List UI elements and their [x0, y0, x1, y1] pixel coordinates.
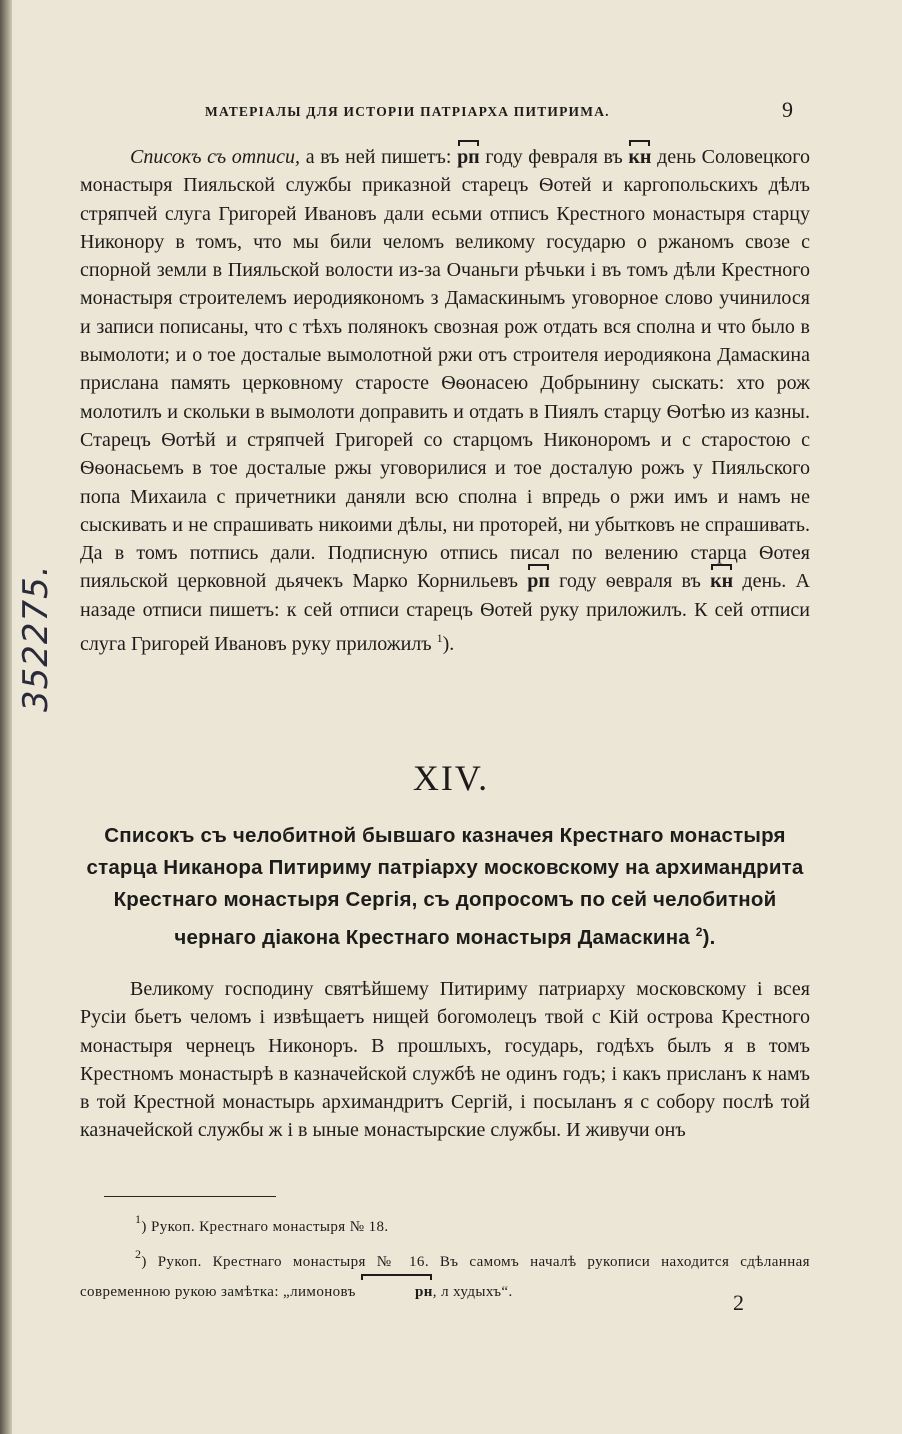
running-title: МАТЕРІАЛЫ ДЛЯ ИСТОРІИ ПАТРІАРХА ПИТИРИМА. [205, 104, 610, 119]
footnote-ref: 2 [695, 925, 703, 939]
paragraph-lead: Списокъ съ отписи, [130, 146, 301, 168]
page-number: 9 [782, 97, 793, 122]
footnote-ref: 1 [436, 631, 443, 646]
section-title: Списокъ съ челобитной бывшаго казначея Крестнаго монастыря старца Никанора Питириму патріарху московскому на архимандрита Крестнаго монастыря Сергія, съ допросомъ по сей челобитной чернаго діакона Крестнаго монастыря Дамаскина $^2$). [86, 824, 804, 949]
day-numeral: кн [710, 567, 733, 595]
section-number: XIV. [412, 758, 490, 798]
footnote-2: $^2$) Рукоп. Крестнаго монастыря № 16. Въ самомъ началѣ рукописи находится сдѣланная современною рукою замѣтка: „лимоновъ рн, л худыхъ“. [80, 1239, 810, 1307]
paragraph-petition: Великому господину святѣйшему Питириму патриарху московскому і всея Русіи бьетъ челомъ і извѣщаетъ нищей богомолецъ твой с Кій острова Крестного монастыря чернецъ Никоноръ. В прошлыхъ, государь, годѣхъ былъ я в томъ Крестномъ монастырѣ в казначейской службѣ не одинъ годъ; і какъ присланъ к намъ в той Крестной монастырь архимандритъ Сергій, і посыланъ я с собору послѣ той казначейской службы ж і в ыные монастырские службы. И живучи онъ [80, 978, 810, 1142]
day-numeral: кн [628, 143, 651, 171]
signature-mark: 2 [733, 1290, 744, 1315]
footnote-1: $^1$) Рукоп. Крестнаго монастыря № 18. [135, 1212, 389, 1235]
paragraph-copy-of-receipt: Списокъ съ отписи, а въ ней пишетъ: рп году февраля въ кн день Соловецкого монастыря Пияльской службы приказной старецъ Ѳотей и каргопольскихъ дѣлъ стряпчей слуга Григорей Ивановъ дали есьми отписъ Крестного монастыря старцу Никонору в томъ, что мы били челомъ великому государю о ржаномъ свозе с спорной земли в Пияльской волости из-за Очаньги рѣчьки і въ томъ дѣли Крестного монастыря строителемъ иеродиякономъ з Дамаскинымъ уговорное слово учинилося и записи пописаны, что с тѣхъ полянокъ свозная рож отдать вся сполна и что было в вымолоти; и о тое досталые вымолотной ржи отъ строителя иеродиякона Дамаскина прислана память церковному старосте Ѳѳонасею Добрынину сыскать: хто рож молотилъ и скольки в вымолоти доправить и отдать в Пиялъ старцу Ѳотѣю из казны. Старецъ Ѳотѣй и стряпчей Григорей со старцомъ Никоноромъ и с старостою с Ѳѳонасьемъ в тое досталые ржы уговорилися и тое досталую рожъ у Пияльского попа Михаила с причетники даняли всю сполна і впредь о ржи имъ и намъ не сыскивать и не спрашивать никоими дѣлы, ни проторей, ни убытковъ не спрашивать. Да в томъ потпись дали. Подписную отпись писал по велению старца Ѳотея пияльской церковной дьячекъ Марко Корнильевъ рп году ѳевраля въ кн день. А назаде отписи пишетъ: к сей отписи старецъ Ѳотей руку приложилъ. К сей отписи слуга Григорей Ивановъ руку приложилъ $^1$). [80, 143, 810, 658]
year-numeral: рп [457, 143, 480, 171]
handwritten-inventory-number: 352275. [16, 564, 56, 712]
footnote-divider [104, 1196, 276, 1197]
year-numeral: рп [527, 567, 550, 595]
year-numeral: рн [360, 1277, 433, 1307]
